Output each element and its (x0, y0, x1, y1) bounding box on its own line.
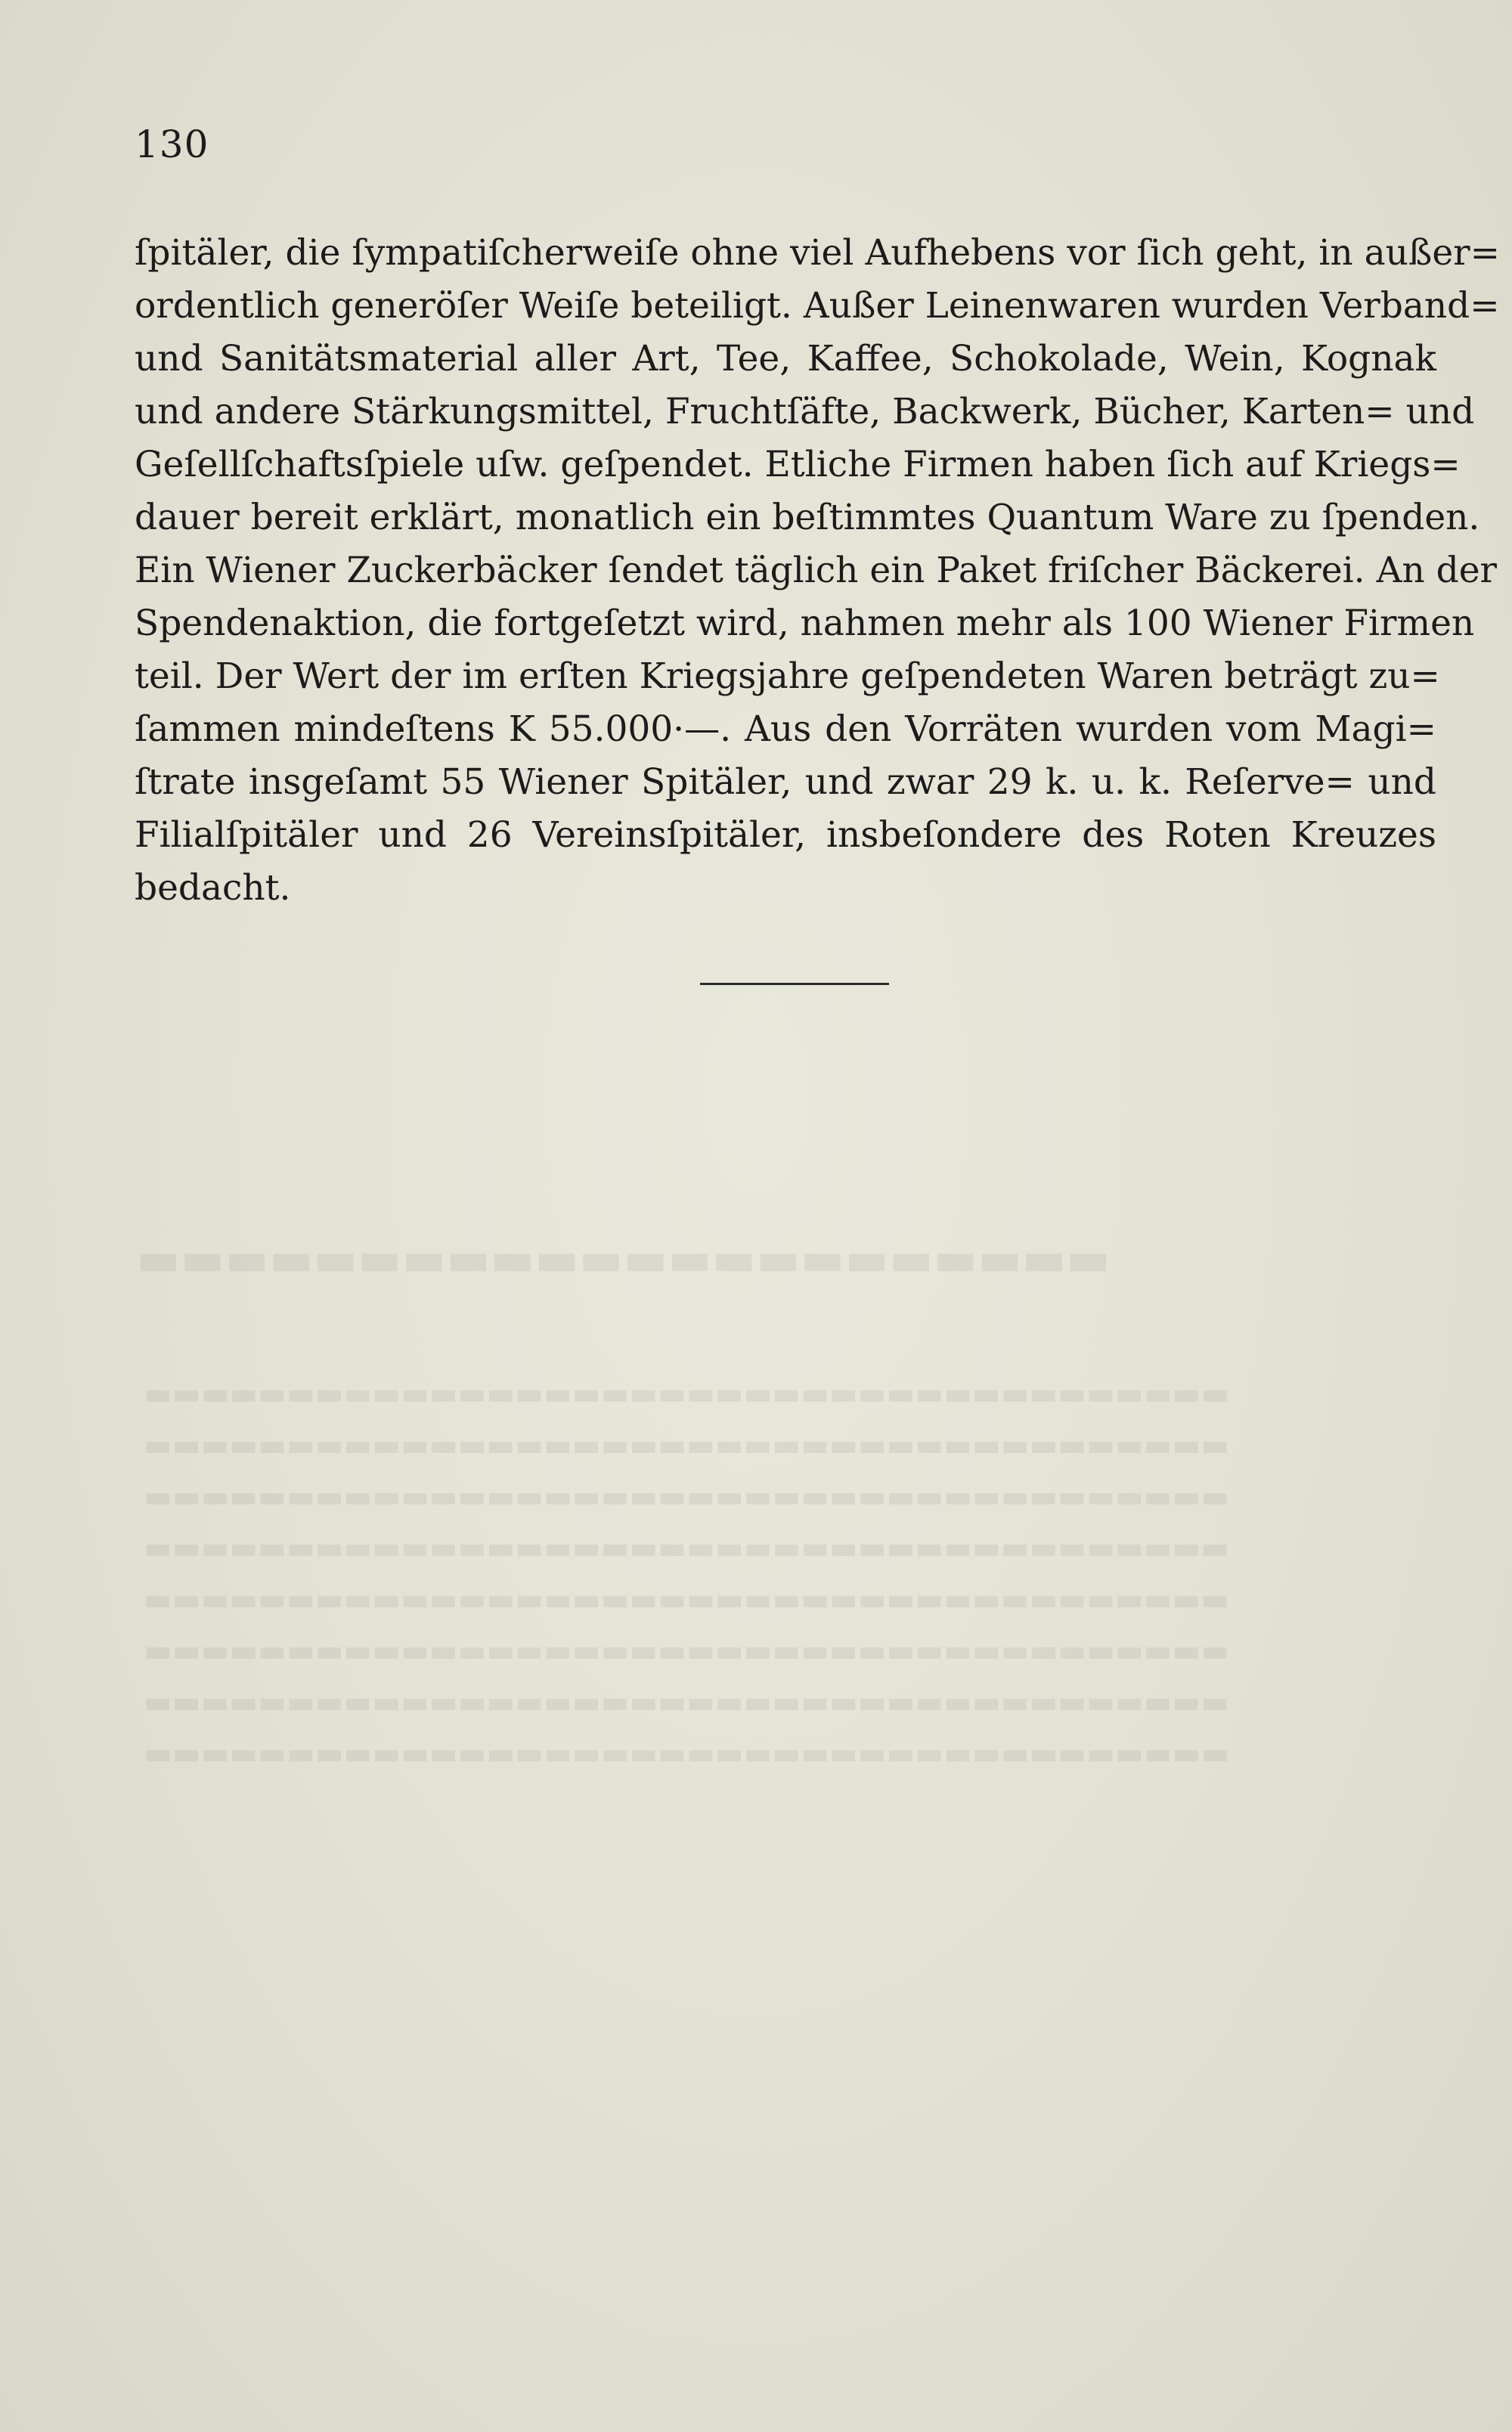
text-line: dauer bereit erklärt, monatlich ein beſtimmtes Quantum Ware zu ſpenden. (135, 497, 1480, 538)
text-line: Geſellſchaftsſpiele uſw. geſpendet. Etliche Firmen haben ſich auf Kriegs= (135, 444, 1461, 485)
text-line: und Sanitätsmaterial aller Art, Tee, Kaffee, Schokolade, Wein, Kognak (135, 338, 1436, 380)
show-through-heading: ▬▬▬▬▬▬▬▬▬▬▬▬▬▬▬▬▬▬▬▬▬▬ (136, 1231, 1111, 1286)
show-through-text: ▬▬▬▬▬▬▬▬▬▬▬▬▬▬▬▬▬▬▬▬▬▬▬▬▬▬▬▬▬▬▬▬▬▬▬▬▬▬ ▬▬▬▬▬▬▬▬▬▬▬▬▬▬▬▬▬▬▬▬▬▬▬▬▬▬▬▬▬▬▬▬▬▬▬▬▬▬ ▬▬▬▬▬▬▬▬▬▬▬▬▬▬▬▬▬▬▬▬▬▬▬▬▬▬▬▬▬▬▬▬▬▬▬▬▬▬ ▬▬▬▬▬▬▬▬▬▬▬▬▬▬▬▬▬▬▬▬▬▬▬▬▬▬▬▬▬▬▬▬▬▬▬▬▬▬ ▬▬▬▬▬▬▬▬▬▬▬▬▬▬▬▬▬▬▬▬▬▬▬▬▬▬▬▬▬▬▬▬▬▬▬▬▬▬ ▬▬▬▬▬▬▬▬▬▬▬▬▬▬▬▬▬▬▬▬▬▬▬▬▬▬▬▬▬▬▬▬▬▬▬▬▬▬ ▬▬▬▬▬▬▬▬▬▬▬▬▬▬▬▬▬▬▬▬▬▬▬▬▬▬▬▬▬▬▬▬▬▬▬▬▬▬ ▬▬▬▬▬▬▬▬▬▬▬▬▬▬▬▬▬▬▬▬▬▬▬▬▬▬▬▬▬▬▬▬▬▬▬▬▬▬ (144, 1377, 1230, 1771)
text-line: Ein Wiener Zuckerbäcker ſendet täglich ein Paket friſcher Bäckerei. An der (135, 550, 1498, 591)
text-line: bedacht. (135, 867, 291, 909)
section-divider (700, 983, 889, 985)
text-line: ſpitäler, die ſympatiſcherweiſe ohne viel Aufhebens vor ſich geht, in außer= (135, 232, 1500, 274)
text-line: Spendenaktion, die fortgeſetzt wird, nahmen mehr als 100 Wiener Firmen (135, 603, 1475, 644)
text-line: und andere Stärkungsmittel, Fruchtſäfte, Backwerk, Bücher, Karten= und (135, 391, 1475, 432)
text-line: ordentlich generöſer Weiſe beteiligt. Außer Leinenwaren wurden Verband= (135, 285, 1500, 327)
text-line: ſtrate insgeſamt 55 Wiener Spitäler, und zwar 29 k. u. k. Reſerve= und (135, 761, 1436, 803)
text-line: Filialſpitäler und 26 Vereinsſpitäler, insbeſondere des Roten Kreuzes (135, 814, 1436, 856)
text-line: teil. Der Wert der im erſten Kriegsjahre geſpendeten Waren beträgt zu= (135, 655, 1440, 697)
page-number: 130 (135, 122, 209, 166)
body-paragraph (135, 227, 1500, 915)
text-line: ſammen mindeſtens K 55.000·—. Aus den Vorräten wurden vom Magi= (135, 708, 1436, 750)
